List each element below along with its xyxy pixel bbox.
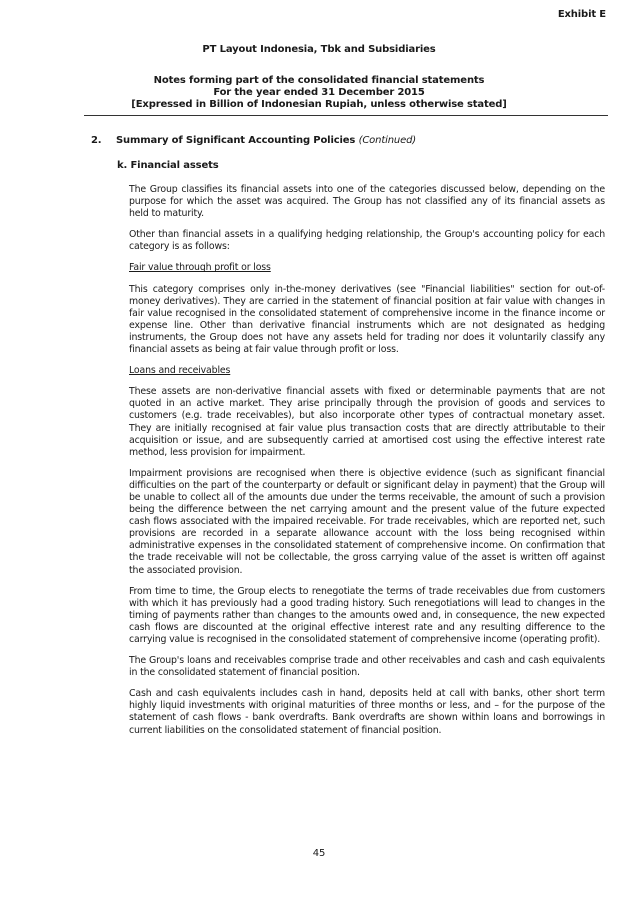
section-title: Summary of Significant Accounting Policies	[116, 135, 356, 146]
fair-value-heading: Fair value through profit or loss	[129, 262, 271, 274]
company-name: PT Layout Indonesia, Tbk and Subsidiaries	[202, 44, 436, 55]
subsection-title: Financial assets	[130, 160, 219, 171]
paragraph: Other than financial assets in a qualifying hedging relationship, the Group's accounting policy for each category is as follows:	[129, 229, 605, 253]
page-number: 45	[312, 848, 326, 859]
section-heading	[91, 135, 416, 146]
paragraph: The Group classifies its financial assets into one of the categories discussed below, depending on the purpose for which the asset was acquired. The Group has not classified any of its financial assets as held to maturity.	[129, 184, 605, 220]
paragraph: This category comprises only in-the-money derivatives (see "Financial liabilities" section for out-of-money derivatives). They are carried in the statement of financial position at fair value with changes in fair value recognised in the consolidated statement of comprehensive income in the finance income or expense line. Other than derivative financial instruments which are not designated as hedging instruments, the Group does not have any assets held for trading nor does it voluntarily classify any financial assets as being at fair value through profit or loss.	[129, 283, 605, 356]
body-text	[129, 184, 605, 746]
exhibit-label: Exhibit E	[557, 9, 606, 20]
paragraph: From time to time, the Group elects to renegotiate the terms of trade receivables due from customers with which it has previously had a good trading history. Such renegotiations will lead to changes in the timing of payments rather than changes to the amounts owed and, in consequence, the new expected cash flows are discounted at the original effective interest rate and any resulting difference to the carrying value is recognised in the consolidated statement of comprehensive income (operating profit).	[129, 585, 605, 645]
section-continued: (Continued)	[358, 135, 417, 146]
subtitle-line-3: [Expressed in Billion of Indonesian Rupiah, unless otherwise stated]	[131, 99, 507, 110]
paragraph: Cash and cash equivalents includes cash in hand, deposits held at call with banks, other short term highly liquid investments with original maturities of three months or less, and – for the purpose of the statement of cash flows - bank overdrafts. Bank overdrafts are shown within loans and borrowings in current liabilities on the consolidated statement of financial position.	[129, 688, 605, 736]
subsection-heading	[117, 160, 219, 171]
subsection-label: k.	[117, 160, 128, 171]
subtitle-line-1: Notes forming part of the consolidated financial statements	[153, 75, 485, 86]
section-number: 2.	[91, 135, 102, 146]
paragraph: The Group's loans and receivables comprise trade and other receivables and cash and cash equivalents in the consolidated statement of financial position.	[129, 655, 605, 679]
paragraph: These assets are non-derivative financial assets with fixed or determinable payments that are not quoted in an active market. They arise principally through the provision of goods and services to customers (e.g. trade receivables), but also incorporate other types of contractual monetary asset. They are initially recognised at fair value plus transaction costs that are directly attributable to their acquisition or issue, and are subsequently carried at amortised cost using the effective interest rate method, less provision for impairment.	[129, 386, 605, 458]
subtitle-line-2: For the year ended 31 December 2015	[213, 87, 425, 98]
loans-receivables-heading: Loans and receivables	[129, 365, 231, 377]
header-divider	[84, 115, 608, 116]
report-subtitle	[0, 75, 638, 111]
paragraph: Impairment provisions are recognised when there is objective evidence (such as significant financial difficulties on the part of the counterparty or default or significant delay in payment) that the Group will be unable to collect all of the amounts due under the terms receivable, the amount of such a provision being the difference between the net carrying amount and the present value of the future expected cash flows associated with the impaired receivable. For trade receivables, which are reported net, such provisions are recorded in a separate allowance account with the loss being recognised within administrative expenses in the consolidated statement of comprehensive income. On confirmation that the trade receivable will not be collectable, the gross carrying value of the asset is written off against the associated provision.	[129, 467, 605, 576]
